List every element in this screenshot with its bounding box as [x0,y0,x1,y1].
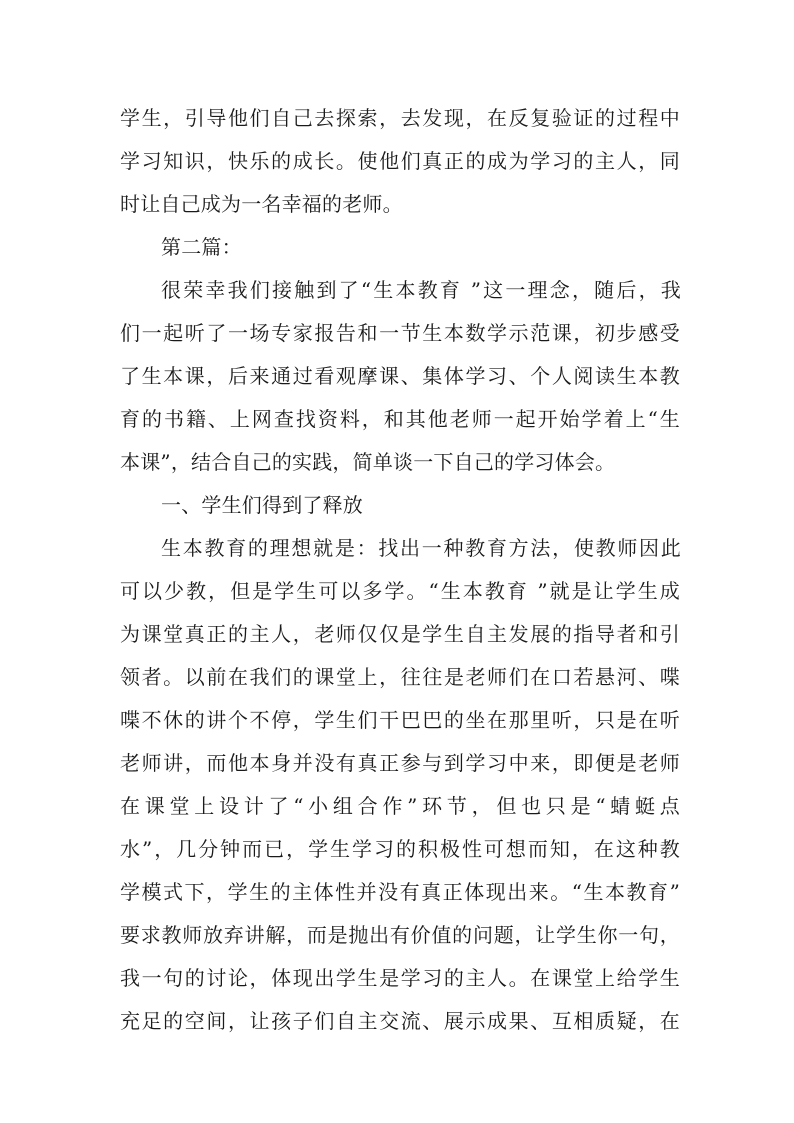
text-line: 们一起听了一场专家报告和一节生本数学示范课，初步感受 [120,321,680,345]
text-line: 领者。以前在我们的课堂上，往往是老师们在口若悬河、喋 [120,665,680,689]
section-heading: 第二篇： [161,235,242,259]
text-line: 喋不休的讲个不停，学生们干巴巴的坐在那里听，只是在听 [120,708,680,732]
text-line: 时让自己成为一名幸福的老师。 [120,192,403,216]
text-line: 学习知识，快乐的成长。使他们真正的成为学习的主人，同 [120,149,680,173]
text-line: 在课堂上设计了“小组合作”环节，但也只是“蜻蜓点 [120,794,680,818]
text-line: 育的书籍、上网查找资料，和其他老师一起开始学着上“生 [120,407,680,431]
text-line: 我一句的讨论，体现出学生是学习的主人。在课堂上给学生 [120,966,680,990]
text-line: 要求教师放弃讲解，而是抛出有价值的问题，让学生你一句， [120,923,680,947]
text-line: 了生本课，后来通过看观摩课、集体学习、个人阅读生本教 [120,364,680,388]
text-line: 为课堂真正的主人，老师仅仅是学生自主发展的指导者和引 [120,622,680,646]
text-line: 充足的空间，让孩子们自主交流、展示成果、互相质疑，在 [120,1009,680,1033]
text-line: 生本教育的理想就是：找出一种教育方法，使教师因此 [161,536,681,560]
text-line: 学模式下，学生的主体性并没有真正体现出来。“生本教育” [120,880,680,904]
subsection-heading: 一、学生们得到了释放 [161,493,363,517]
text-line: 老师讲，而他本身并没有真正参与到学习中来，即便是老师 [120,751,680,775]
text-line: 学生，引导他们自己去探索，去发现，在反复验证的过程中 [120,106,680,130]
text-line: 本课”，结合自己的实践，简单谈一下自己的学习体会。 [120,450,616,474]
text-line: 水”，几分钟而已，学生学习的积极性可想而知，在这种教 [120,837,680,861]
text-line: 很荣幸我们接触到了“生本教育 ”这一理念，随后，我 [161,278,681,302]
text-line: 可以少教，但是学生可以多学。“生本教育 ”就是让学生成 [120,579,680,603]
